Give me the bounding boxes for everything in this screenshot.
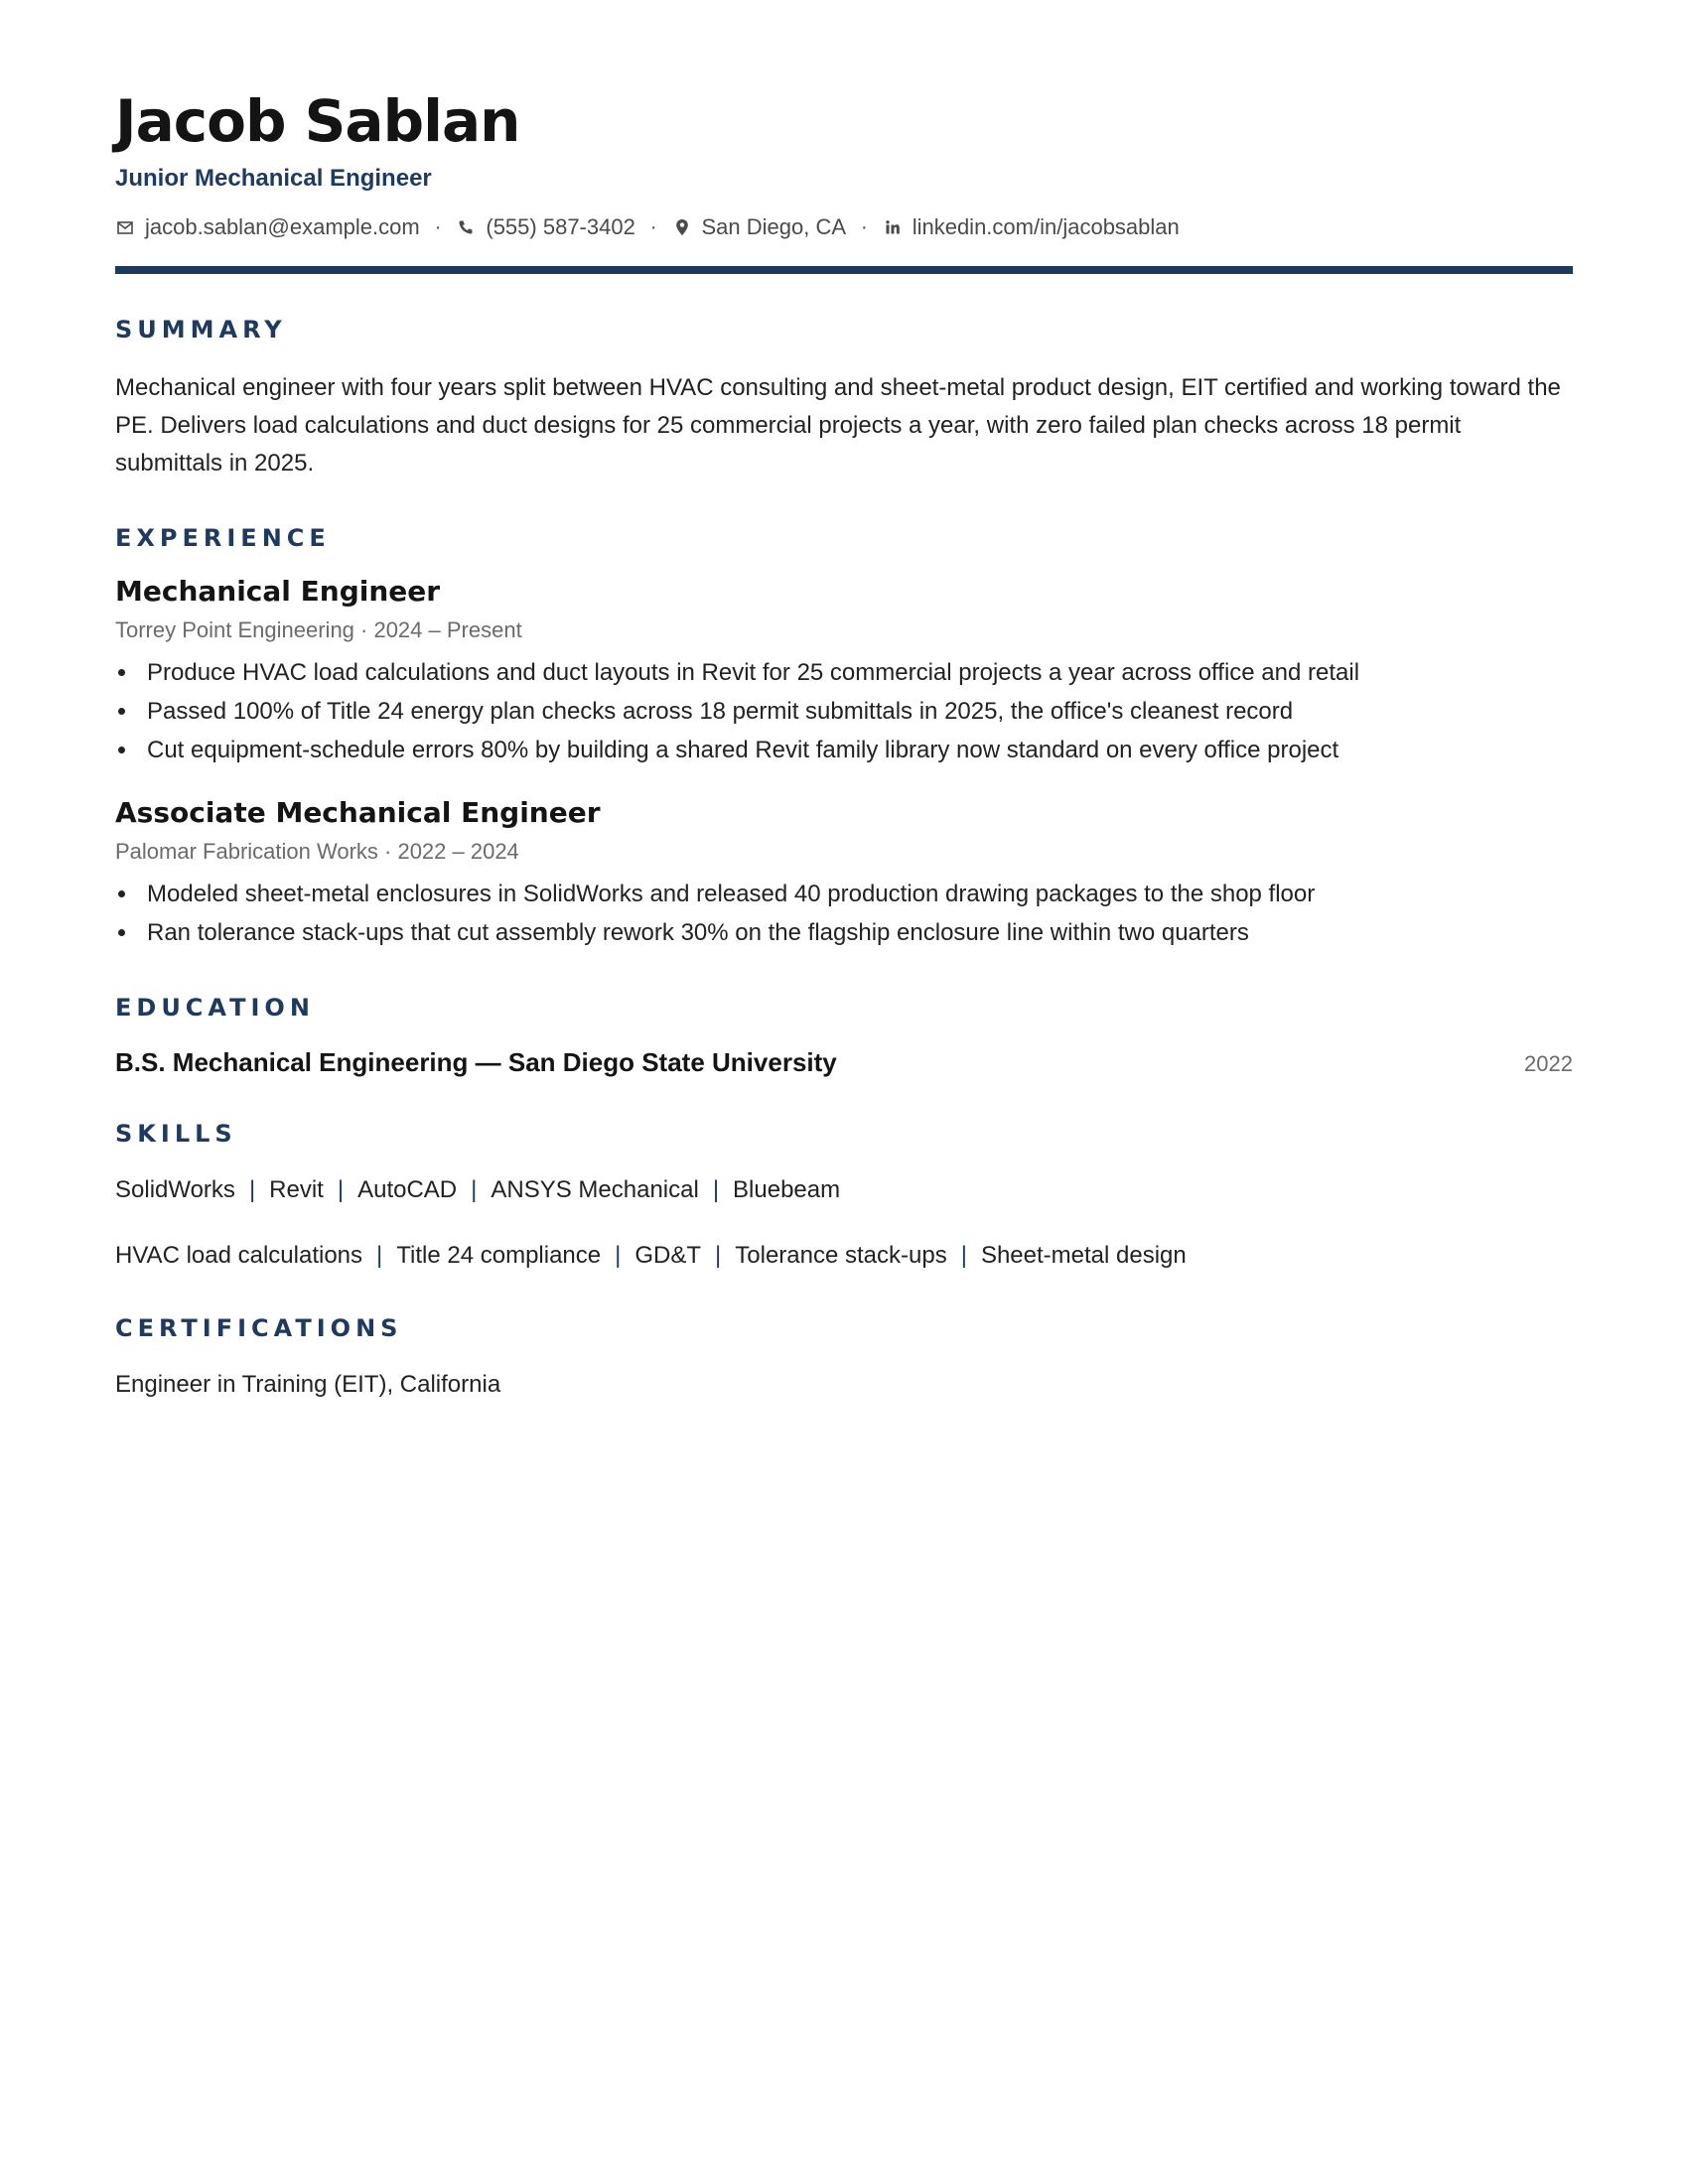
- bullet-item: [115, 731, 1573, 769]
- contact-separator: ·: [649, 216, 657, 238]
- skill-separator: |: [712, 1176, 720, 1203]
- skill-separator: |: [471, 1176, 478, 1203]
- skill-item: AutoCAD: [357, 1176, 458, 1203]
- bullet-text: Cut equipment-schedule errors 80% by building a shared Revit family library now standard on every office project: [147, 737, 1339, 763]
- job-company-dates: Torrey Point Engineering · 2024 – Present: [115, 617, 522, 642]
- skill-item: Bluebeam: [733, 1176, 841, 1203]
- skill-item: Sheet-metal design: [980, 1242, 1187, 1269]
- summary-heading: SUMMARY: [115, 316, 287, 343]
- bullet-dot-icon: [118, 669, 125, 676]
- phone-text: (555) 587-3402: [486, 214, 635, 239]
- bullet-dot-icon: [118, 747, 125, 753]
- skill-separator: |: [960, 1242, 967, 1269]
- job-company-dates: Palomar Fabrication Works · 2022 – 2024: [115, 839, 519, 864]
- bullet-dot-icon: [118, 929, 125, 936]
- job-entry: [115, 795, 1573, 952]
- header-divider: [115, 266, 1573, 274]
- skill-item: HVAC load calculations: [115, 1242, 363, 1269]
- skill-separator: |: [376, 1242, 383, 1269]
- job-entry: [115, 574, 1573, 769]
- bullet-text: Modeled sheet-metal enclosures in SolidWorks and released 40 production drawing packages to the shop floor: [147, 881, 1316, 907]
- contact-bar: [115, 212, 1573, 242]
- bullet-item: [115, 653, 1573, 692]
- bullet-dot-icon: [118, 708, 125, 715]
- phone-icon: [456, 217, 476, 237]
- skill-item: Revit: [269, 1176, 324, 1203]
- contact-phone[interactable]: [456, 212, 634, 242]
- bullet-text: Passed 100% of Title 24 energy plan checks across 18 permit submittals in 2025, the office's cleanest record: [147, 698, 1294, 725]
- summary-text: Mechanical engineer with four years split between HVAC consulting and sheet-metal product design, EIT certified and working toward the PE. Delivers load calculations and duct designs for 25 commercial projects a year, with zero failed plan checks across 18 permit submittals in 2025.: [115, 374, 1561, 477]
- skill-item: GD&T: [634, 1242, 702, 1269]
- skill-item: ANSYS Mechanical: [491, 1176, 699, 1203]
- location-text: San Diego, CA: [701, 214, 847, 239]
- skills-heading: SKILLS: [115, 1120, 237, 1148]
- job-bullets: [115, 653, 1573, 769]
- skill-item: Title 24 compliance: [396, 1242, 602, 1269]
- bullet-item: [115, 913, 1573, 952]
- education-degree: B.S. Mechanical Engineering — San Diego State University: [115, 1047, 837, 1077]
- contact-separator: ·: [861, 216, 868, 238]
- skill-separator: |: [248, 1176, 256, 1203]
- bullet-item: [115, 875, 1573, 913]
- skill-item: SolidWorks: [115, 1176, 235, 1203]
- skills-line-competencies: [115, 1239, 1573, 1273]
- email-text: jacob.sablan@example.com: [145, 214, 420, 239]
- certification-item: Engineer in Training (EIT), California: [115, 1371, 501, 1398]
- job-title-subtitle: Junior Mechanical Engineer: [115, 165, 432, 192]
- bullet-text: Ran tolerance stack-ups that cut assembly rework 30% on the flagship enclosure line within two quarters: [147, 919, 1249, 946]
- candidate-name: Jacob Sablan: [115, 87, 520, 155]
- linkedin-text: linkedin.com/in/jacobsablan: [912, 214, 1180, 239]
- map-pin-icon: [672, 217, 692, 237]
- skill-separator: |: [337, 1176, 345, 1203]
- contact-location: [672, 212, 847, 242]
- experience-heading: EXPERIENCE: [115, 524, 331, 552]
- contact-linkedin[interactable]: [883, 212, 1180, 242]
- bullet-text: Produce HVAC load calculations and duct layouts in Revit for 25 commercial projects a year across office and retail: [147, 659, 1360, 686]
- contact-email[interactable]: [115, 212, 420, 242]
- bullet-dot-icon: [118, 890, 125, 897]
- education-entry: [115, 1047, 1573, 1078]
- skills-line-tools: [115, 1173, 1573, 1207]
- education-heading: EDUCATION: [115, 994, 315, 1022]
- job-title: Associate Mechanical Engineer: [115, 796, 601, 829]
- certifications-heading: CERTIFICATIONS: [115, 1314, 403, 1342]
- bullet-item: [115, 692, 1573, 731]
- mail-icon: [115, 217, 135, 237]
- skill-separator: |: [715, 1242, 722, 1269]
- skill-item: Tolerance stack-ups: [735, 1242, 947, 1269]
- contact-separator: ·: [434, 216, 442, 238]
- job-title: Mechanical Engineer: [115, 575, 441, 608]
- skill-separator: |: [615, 1242, 622, 1269]
- education-year: 2022: [1524, 1051, 1573, 1076]
- job-bullets: [115, 875, 1573, 952]
- linkedin-icon: [883, 217, 903, 237]
